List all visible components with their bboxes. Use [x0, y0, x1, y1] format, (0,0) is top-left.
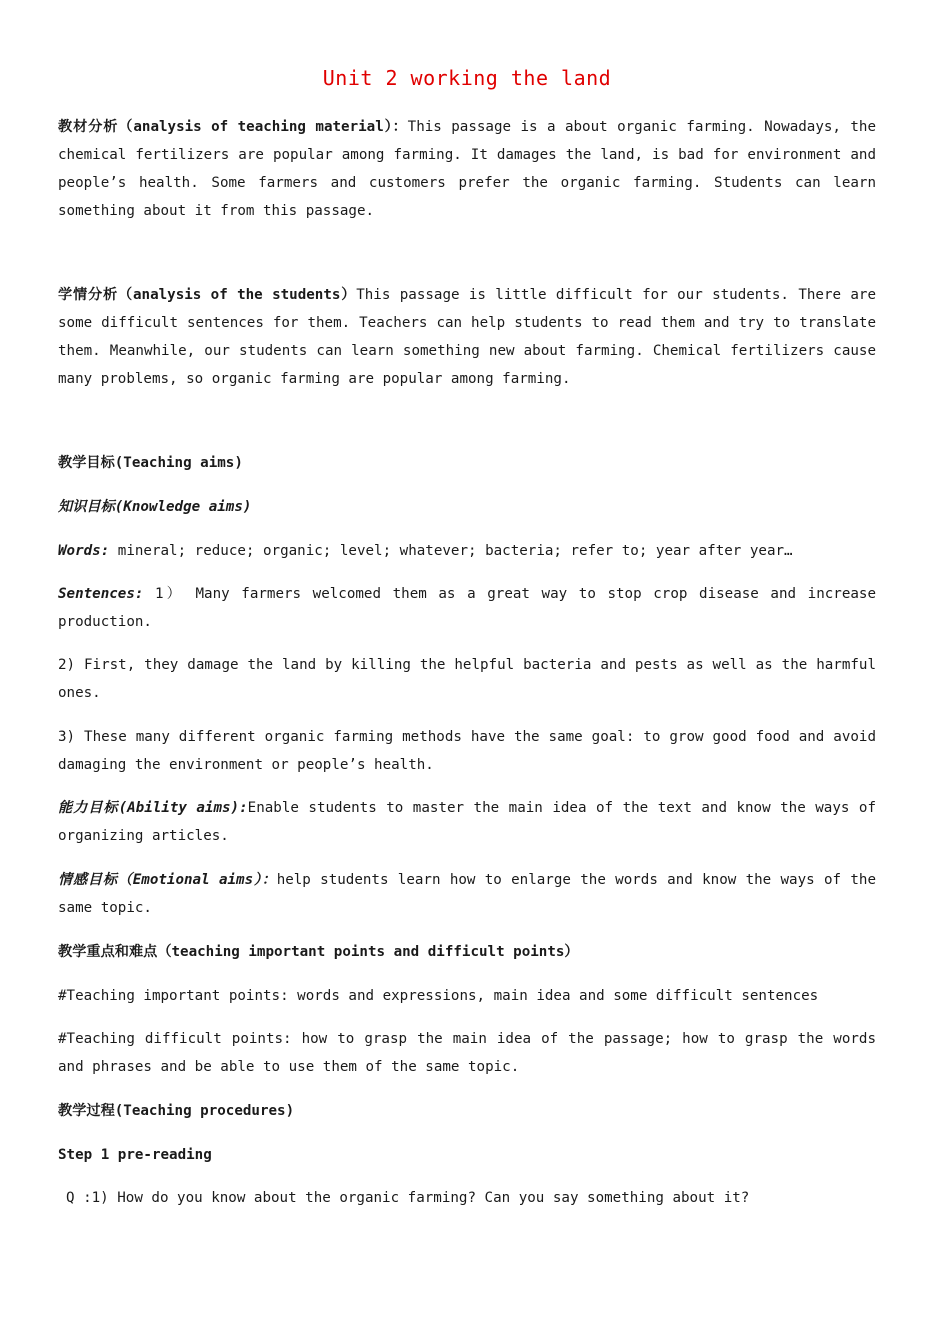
student-analysis-text: This passage is little difficult for our students. There are some difficult sentences for them. Teachers can help students to read them and try to translate them. Meanwhile, our students can learn something new about farming. Chemical fertilizers cause many problems, so organic farming are popular among farming. — [58, 287, 876, 387]
sentence-2-paragraph: 2) First, they damage the land by killing the helpful bacteria and pests as well as the harmful ones. — [58, 657, 876, 701]
student-analysis-label: 学情分析（analysis of the students） — [58, 287, 357, 303]
emotional-aims-label: 情感目标（Emotional aims）： — [58, 872, 277, 888]
knowledge-aims-heading: 知识目标(Knowledge aims) — [58, 499, 252, 515]
words-label: Words: — [58, 543, 110, 559]
material-analysis-text: This passage is a about organic farming. Nowadays, the chemical fertilizers are popular among farming. It damages the land, is bad for environment and people’s health. Some farmers and customers prefer the organic farming. Students can learn something about it from this passage. — [58, 119, 877, 219]
procedures-heading: 教学过程(Teaching procedures) — [58, 1103, 295, 1119]
document-title: Unit 2 working the land — [322, 66, 612, 90]
ability-aims-text: Enable students to master the main idea of the text and know the ways of organizing articles. — [58, 800, 877, 844]
ability-aims-paragraph — [58, 794, 876, 850]
sentence-1-text: 1） Many farmers welcomed them as a great way to stop crop disease and increase production. — [58, 586, 876, 630]
emotional-aims-paragraph — [58, 866, 876, 922]
ability-aims-label: 能力目标(Ability aims): — [58, 800, 248, 816]
sentences-label: Sentences: — [58, 586, 144, 602]
material-analysis-label: 教材分析（analysis of teaching material）： — [58, 119, 408, 135]
step-1-heading: Step 1 pre-reading — [58, 1147, 212, 1163]
sentence-3-paragraph: 3) These many different organic farming methods have the same goal: to grow good food and avoid damaging the environment or people’s health. — [58, 729, 876, 773]
important-points-line: #Teaching important points: words and expressions, main idea and some difficult sentences — [58, 988, 819, 1004]
difficult-points-paragraph: #Teaching difficult points: how to grasp the main idea of the passage; how to grasp the words and phrases and be able to use them of the same topic. — [58, 1031, 876, 1075]
sentence-1-paragraph — [58, 580, 876, 636]
emotional-aims-text: help students learn how to enlarge the words and know the ways of the same topic. — [58, 872, 877, 916]
question-1-line: Q :1) How do you know about the organic farming? Can you say something about it? — [66, 1190, 750, 1206]
words-line — [58, 537, 793, 565]
student-analysis-paragraph — [58, 281, 876, 393]
teaching-aims-heading: 教学目标(Teaching aims) — [58, 455, 243, 471]
material-analysis-paragraph — [58, 113, 876, 225]
words-text: mineral; reduce; organic; level; whatever; bacteria; refer to; year after year… — [117, 543, 793, 559]
key-points-heading: 教学重点和难点（teaching important points and difficult points） — [58, 944, 579, 960]
